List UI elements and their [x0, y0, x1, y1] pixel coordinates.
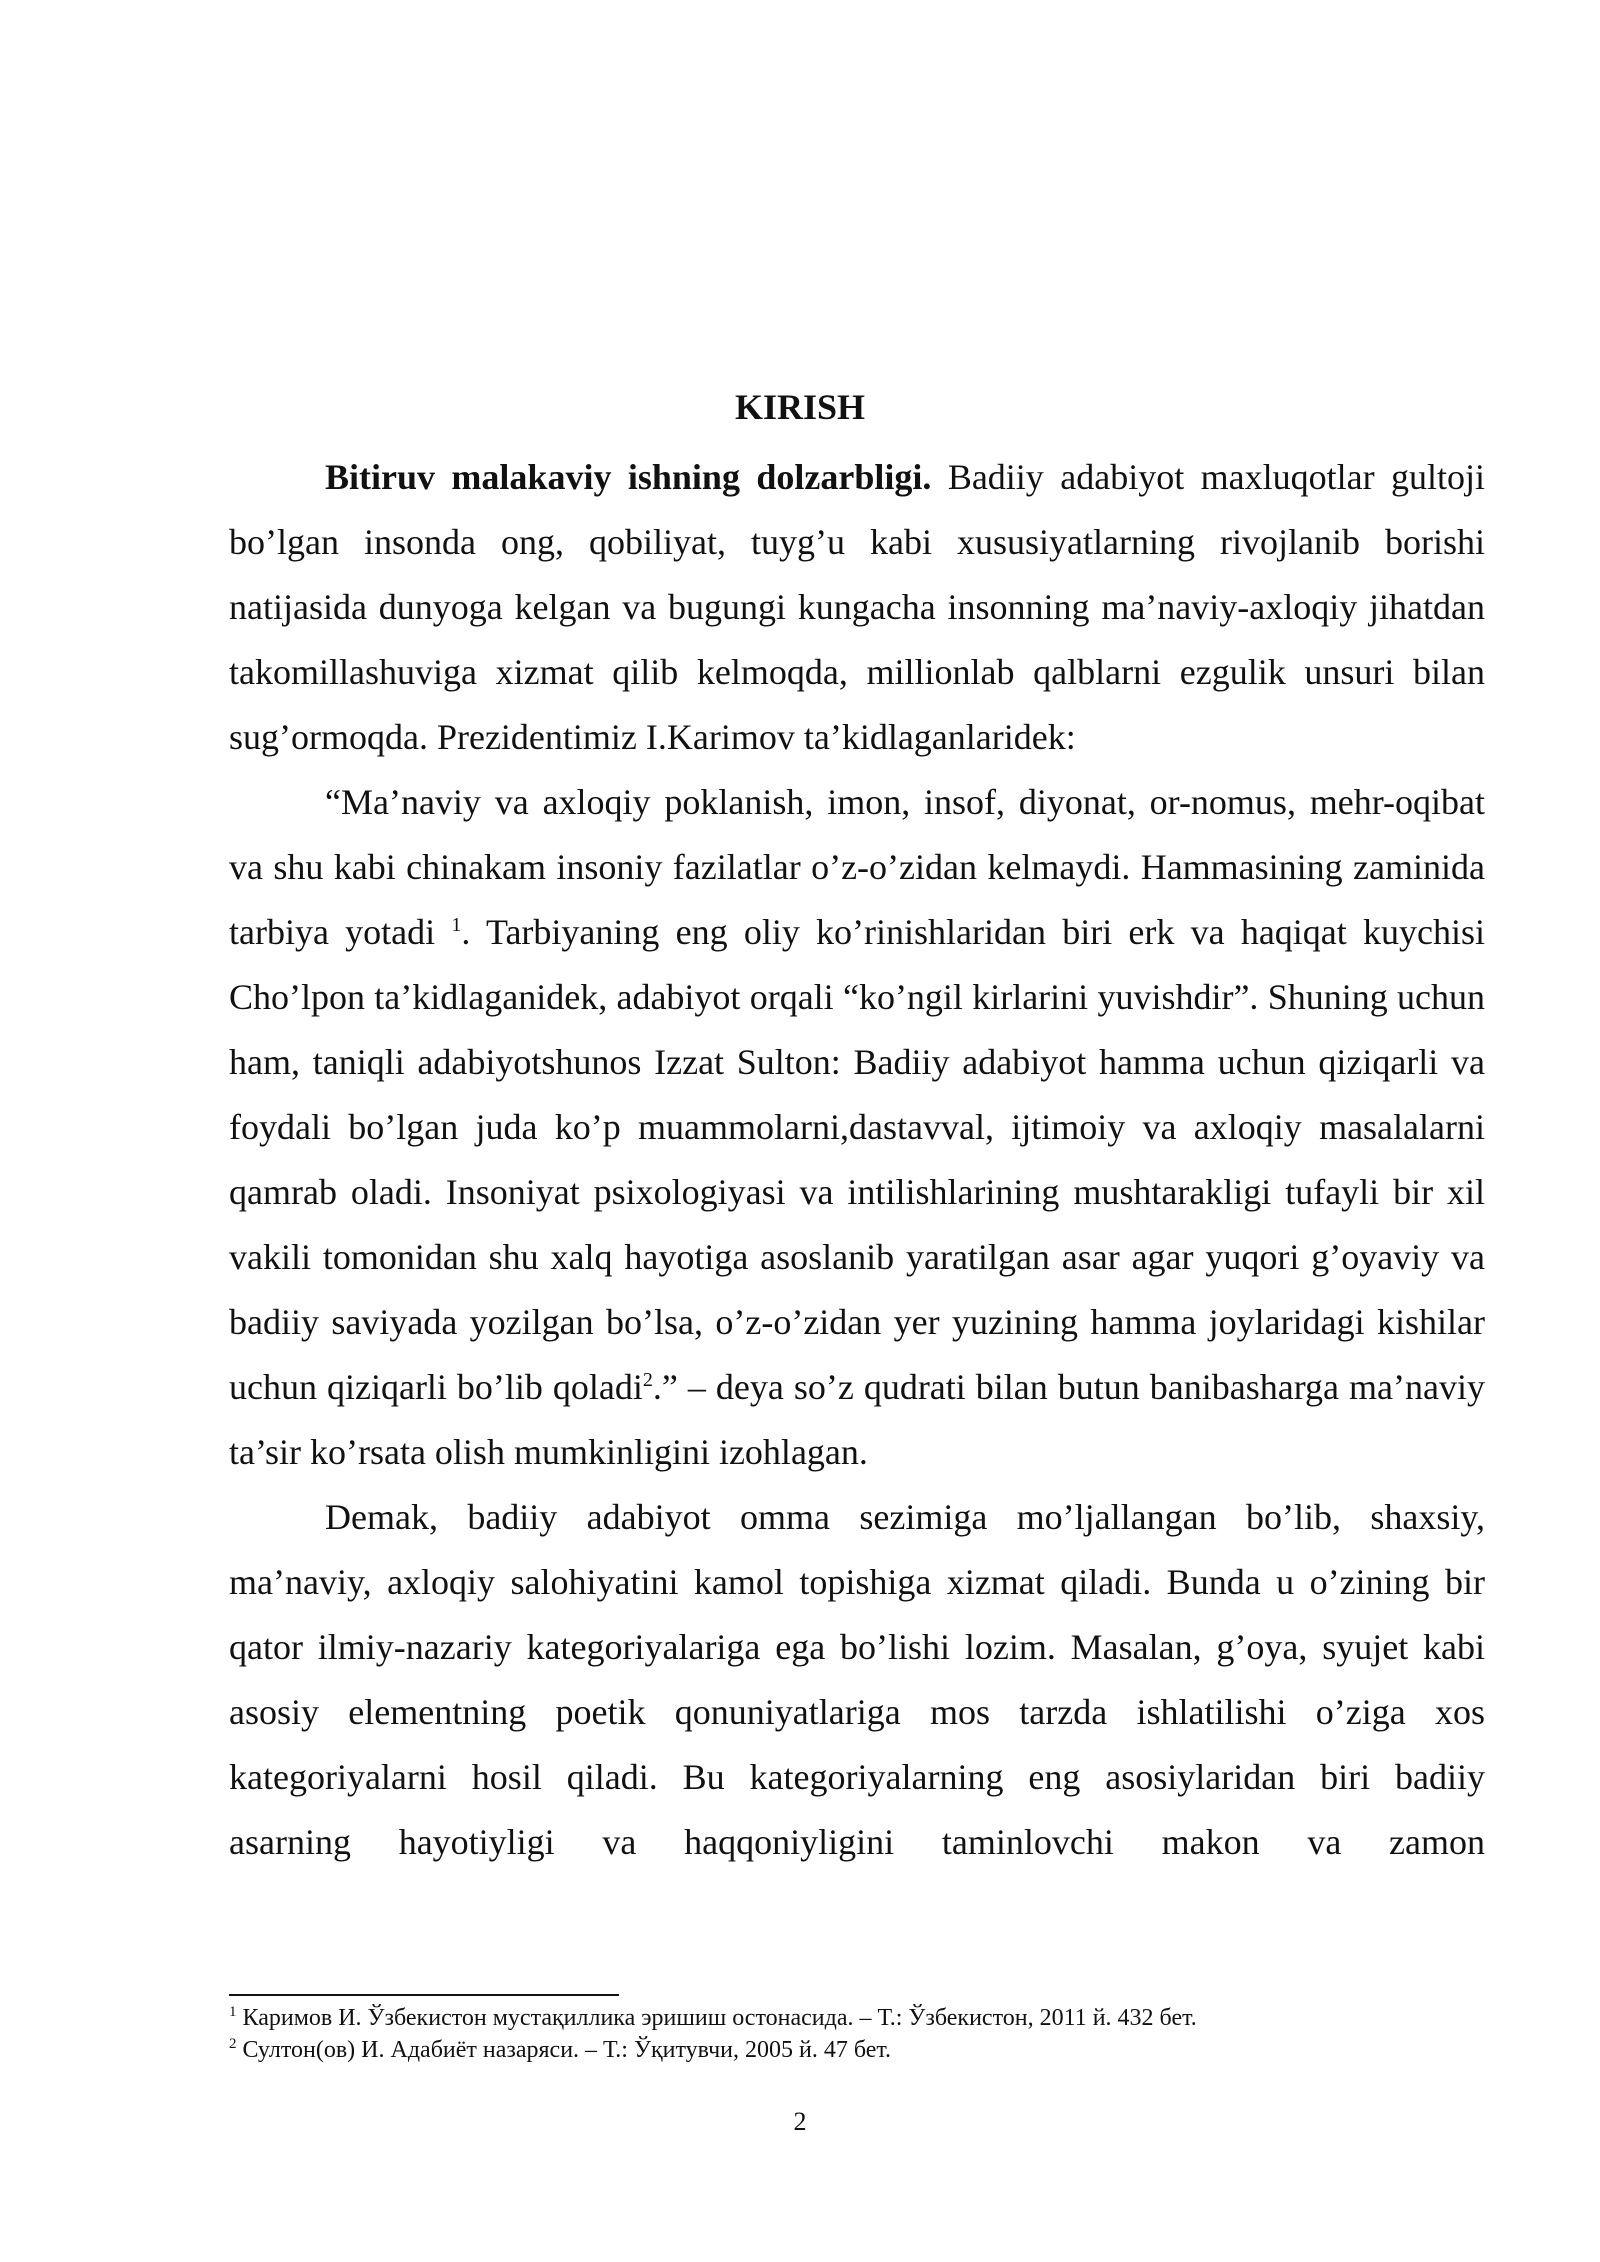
paragraph-text: .” – deya so’z qudrati bilan butun banibasharga ma’naviy ta’sir ko’rsata olish mumkinligini izohlagan. — [229, 1367, 1485, 1472]
paragraph-text: . Tarbiyaning eng oliy ko’rinishlaridan biri erk va haqiqat kuychisi Cho’lpon ta’kidlaganidek, adabiyot orqali “ko’ngil kirlarini yuvishdir”. Shuning uchun ham, taniqli adabiyotshunos Izzat Sulton: Badiiy adabiyot hamma uchun qiziqarli va foydali bo’lgan juda ko’p muammolarni,dastavval, ijtimoiy va axloqiy masalalarni qamrab oladi. Insoniyat psixologiyasi va intilishlarining mushtarakligi tufayli bir xil vakili tomonidan shu xalq hayotiga asoslanib yaratilgan asar agar yuqori g’oyaviy va badiiy saviyada yozilgan bo’lsa, o’z-o’zidan yer yuzining hamma joylaridagi kishilar uchun qiziqarli bo’lib qoladi — [229, 912, 1485, 1407]
footnote-reference[interactable]: 1 — [451, 914, 462, 936]
paragraph-quote — [229, 770, 1485, 1485]
footnote-marker: 2 — [229, 2036, 237, 2052]
paragraph-conclusion — [229, 1485, 1485, 1875]
footnote-text: Каримов И. Ўзбекистон мустақиллика эришиш остонасида. – Т.: Ўзбекистон, 2011 й. 432 бет. — [236, 2005, 1197, 2031]
body-text — [229, 445, 1485, 1875]
footnote-reference[interactable]: 2 — [642, 1369, 653, 1391]
page-number: 2 — [793, 2107, 807, 2136]
section-heading: KIRISH — [734, 387, 866, 427]
footnote-separator — [229, 1994, 619, 1996]
paragraph-relevance — [229, 445, 1485, 770]
paragraph-text: “Ma’naviy va axloqiy poklanish, imon, insof, diyonat, or-nomus, mehr-oqibat va shu kabi chinakam insoniy fazilatlar o’z-o’zidan kelmaydi. Hammasining zaminida tarbiya yotadi — [229, 782, 1485, 952]
footnote-item — [229, 2002, 1485, 2034]
paragraph-text: Badiiy adabiyot maxluqotlar gultoji bo’lgan insonda ong, qobiliyat, tuyg’u kabi xususiyatlarning rivojlanib borishi natijasida dunyoga kelgan va bugungi kungacha insonning ma’naviy-axloqiy jihatdan takomillashuviga xizmat qilib kelmoqda, millionlab qalblarni ezgulik unsuri bilan sug’ormoqda. Prezidentimiz I.Karimov ta’kidlaganlaridek: — [229, 457, 1486, 757]
paragraph-text: Demak, badiiy adabiyot omma sezimiga mo’ljallangan bo’lib, shaxsiy, ma’naviy, axloqiy salohiyatini kamol topishiga xizmat qiladi. Bunda u o’zining bir qator ilmiy-nazariy kategoriyalariga ega bo’lishi lozim. Masalan, g’oya, syujet kabi asosiy elementning poetik qonuniyatlariga mos tarzda ishlatilishi o’ziga xos kategoriyalarni hosil qiladi. Bu kategoriyalarning eng asosiylaridan biri badiiy asarning hayotiyligi va haqqoniyligini taminlovchi makon va zamon — [229, 1497, 1485, 1862]
paragraph-lead: Bitiruv malakaviy ishning dolzarbligi. — [325, 457, 932, 497]
footnote-marker: 1 — [229, 2004, 237, 2020]
footnotes — [229, 2002, 1485, 2066]
footnote-item — [229, 2034, 1485, 2066]
footnote-text: Султон(ов) И. Адабиёт назаряси. – Т.: Ўқитувчи, 2005 й. 47 бет. — [236, 2037, 892, 2063]
